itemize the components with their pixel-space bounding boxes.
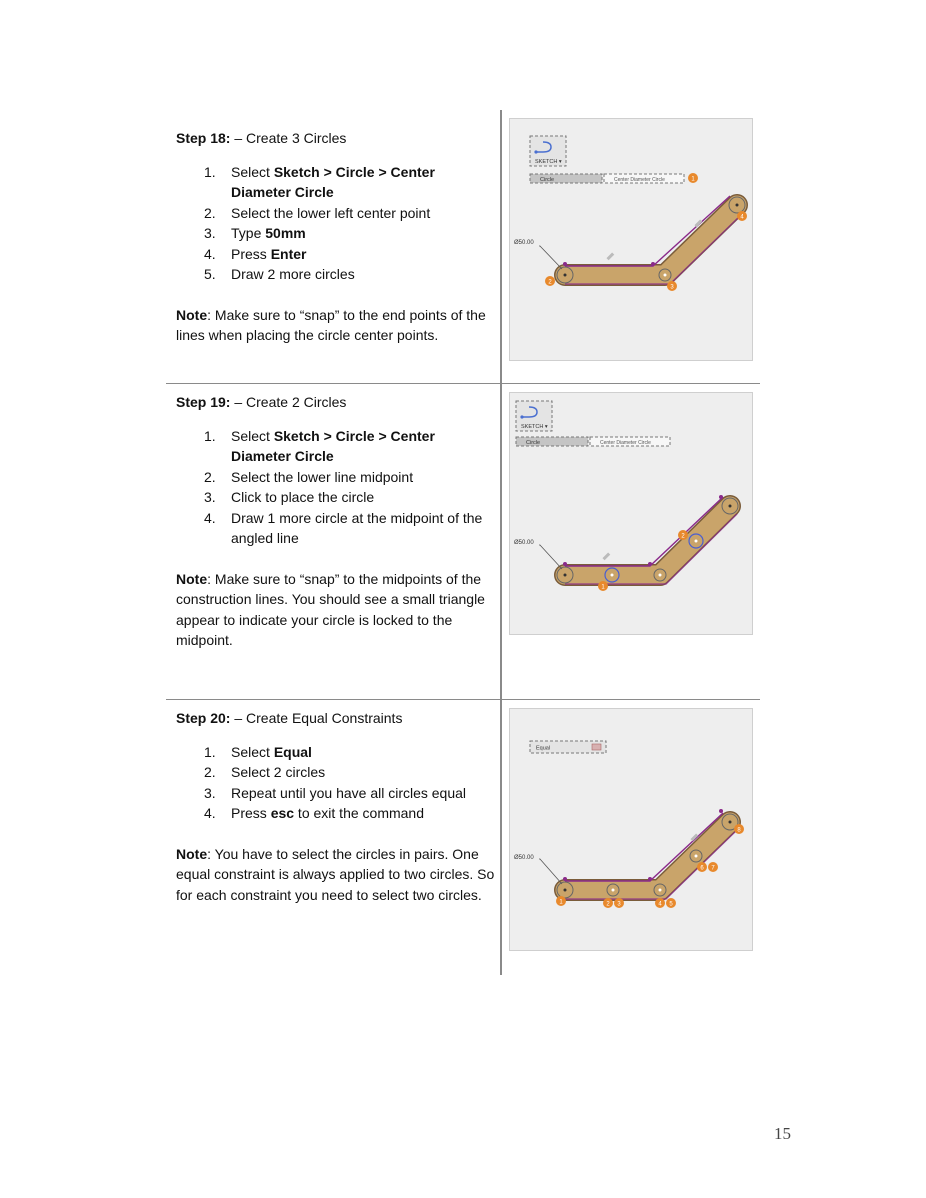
bold-term: 50mm xyxy=(265,225,306,241)
instruction-text: Type xyxy=(231,225,266,241)
step-marker: 4 xyxy=(658,901,662,908)
bold-term: Equal xyxy=(273,743,312,760)
instruction-text: Press xyxy=(231,805,271,821)
list-number: 5. xyxy=(204,266,216,282)
step-number: Step 20: xyxy=(176,710,231,726)
list-number: 2. xyxy=(204,468,216,485)
list-number: 1. xyxy=(204,163,216,180)
bold-term: esc xyxy=(270,805,295,821)
instruction-list xyxy=(176,162,496,285)
note-label: Note xyxy=(176,306,208,323)
step-marker: 2 xyxy=(548,279,552,286)
instruction-item xyxy=(176,467,496,488)
list-number: 3. xyxy=(204,489,216,505)
dimension-label: Ø50.00 xyxy=(514,240,534,246)
circle-menu-item: Circle xyxy=(526,440,541,446)
step-marker: 5 xyxy=(669,901,673,908)
table-row-divider xyxy=(166,699,760,700)
instruction-text: Select xyxy=(231,743,274,760)
sketch-menu-label: SKETCH ▾ xyxy=(521,424,548,430)
center-diameter-circle-item: Center Diameter Circle xyxy=(600,440,651,446)
step-marker: 6 xyxy=(700,865,704,872)
instruction-text: Select xyxy=(231,427,274,444)
step-18-screenshot xyxy=(509,118,753,361)
step-marker: 2 xyxy=(681,533,685,540)
list-number: 3. xyxy=(204,784,216,801)
step-note xyxy=(176,569,496,651)
step-note xyxy=(176,305,496,346)
instruction-item xyxy=(176,762,496,783)
bold-term: Sketch > Circle > Center Diameter Circle xyxy=(231,427,435,464)
step-marker: 8 xyxy=(737,827,741,834)
step-marker: 3 xyxy=(617,901,621,908)
instruction-item xyxy=(176,223,496,244)
instruction-item xyxy=(176,508,496,549)
step-title xyxy=(176,708,496,729)
list-number: 2. xyxy=(204,764,216,780)
step-marker: 7 xyxy=(711,865,715,872)
instruction-text: Select xyxy=(231,163,274,180)
step-number: Step 19: xyxy=(176,394,231,410)
step-19-instructions xyxy=(176,392,496,651)
note-text: : Make sure to “snap” to the midpoints of the construction lines. You should see a small triangle appear to indicate your circle is locked to the midpoint. xyxy=(176,570,485,648)
instruction-text: Draw 1 more circle at the midpoint of the angled line xyxy=(231,509,483,546)
instruction-list xyxy=(176,426,496,549)
instruction-text: Select the lower line midpoint xyxy=(231,468,414,485)
table-row-divider xyxy=(166,383,760,384)
equal-command-label: Equal xyxy=(536,745,551,752)
list-number: 1. xyxy=(204,743,216,760)
note-text: : Make sure to “snap” to the end points of the lines when placing the circle center points. xyxy=(176,306,486,343)
step-marker: 2 xyxy=(606,901,610,908)
list-number: 4. xyxy=(204,245,216,262)
instruction-item xyxy=(176,487,496,508)
instruction-text: Select the lower left center point xyxy=(231,204,431,221)
list-number: 4. xyxy=(204,509,216,526)
instruction-item xyxy=(176,203,496,224)
instruction-item xyxy=(176,783,496,804)
list-number: 1. xyxy=(204,427,216,444)
list-number: 4. xyxy=(204,805,216,821)
step-20-screenshot xyxy=(509,708,753,951)
instruction-item xyxy=(176,264,496,285)
instruction-text: to exit the command xyxy=(294,805,424,821)
page-number: 15 xyxy=(774,1124,791,1143)
note-label: Note xyxy=(176,845,208,862)
step-marker: 3 xyxy=(670,284,674,291)
list-number: 2. xyxy=(204,204,216,221)
instruction-text: Press xyxy=(231,245,271,262)
step-heading-text: – Create 3 Circles xyxy=(230,130,347,146)
instruction-text: Repeat until you have all circles equal xyxy=(231,784,467,801)
instruction-item xyxy=(176,742,496,763)
step-marker: 1 xyxy=(559,899,563,906)
instruction-item xyxy=(176,426,496,467)
note-label: Note xyxy=(176,570,208,587)
instruction-list xyxy=(176,742,496,824)
table-vertical-divider xyxy=(500,110,502,975)
step-number: Step 18: xyxy=(176,130,231,146)
step-title xyxy=(176,128,496,149)
bold-term: Sketch > Circle > Center Diameter Circle xyxy=(231,163,435,200)
instruction-item xyxy=(176,803,496,824)
step-note xyxy=(176,844,496,906)
instruction-item xyxy=(176,244,496,265)
step-marker: 1 xyxy=(691,176,695,183)
sketch-menu-label: SKETCH ▾ xyxy=(535,159,562,165)
step-20-instructions xyxy=(176,708,496,905)
step-19-screenshot xyxy=(509,392,753,635)
step-heading-text: – Create Equal Constraints xyxy=(230,710,403,726)
step-marker: 1 xyxy=(601,584,605,591)
instruction-text: Select 2 circles xyxy=(231,764,326,780)
circle-menu-item: Circle xyxy=(540,177,555,183)
instruction-text: Draw 2 more circles xyxy=(231,266,355,282)
list-number: 3. xyxy=(204,225,216,241)
bold-term: Enter xyxy=(270,245,307,262)
note-text: : You have to select the circles in pairs. One equal constraint is always applied to two circles. So for each constraint you need to select two circles. xyxy=(176,845,495,903)
step-marker: 4 xyxy=(740,214,744,221)
step-18-instructions xyxy=(176,128,496,346)
instruction-text: Click to place the circle xyxy=(231,489,375,505)
step-heading-text: – Create 2 Circles xyxy=(230,394,347,410)
dimension-label: Ø50.00 xyxy=(514,540,534,546)
dimension-label: Ø50.00 xyxy=(514,855,534,861)
instruction-item xyxy=(176,162,496,203)
center-diameter-circle-item: Center Diameter Circle xyxy=(614,177,665,183)
step-title xyxy=(176,392,496,413)
